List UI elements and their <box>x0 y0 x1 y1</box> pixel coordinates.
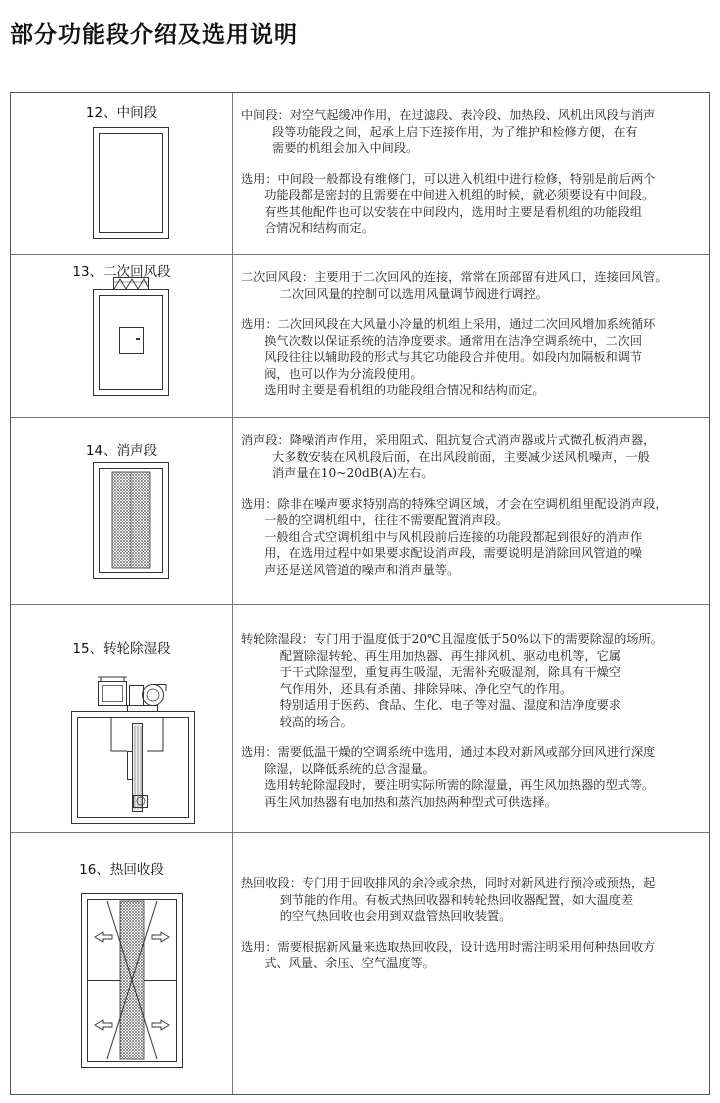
section-title: 14、消声段 <box>85 443 158 459</box>
column-divider <box>232 605 233 832</box>
column-divider <box>232 93 233 254</box>
section-row-silencer <box>11 418 709 605</box>
desiccant-wheel-diagram <box>71 671 196 825</box>
section-description <box>241 269 701 399</box>
secondary-return-air-diagram <box>93 277 169 397</box>
section-row-intermediate <box>11 93 709 255</box>
column-divider <box>232 255 233 417</box>
function-description: 二次回风段：主要用于二次回风的连接，常常在顶部留有进风口，连接回风管。 二次回风量的控制可以选用风量调节阀进行调控。 <box>241 270 668 301</box>
function-description: 消声段：降噪消声作用，采用阻式、阻抗复合式消声器或片式微孔板消声器， 大多数安装在风机段后面，在出风段前面，主要减少送风机噪声，一般 消声量在10~20dB(A)左右。 <box>241 433 656 480</box>
section-row-heat-recovery <box>11 833 709 1094</box>
page-title: 部分功能段介绍及选用说明 <box>10 22 298 48</box>
column-divider <box>232 833 233 1094</box>
silencer-diagram <box>93 462 169 580</box>
section-description <box>241 107 701 237</box>
selection-note: 选用：除非在噪声要求特别高的特殊空调区域，才会在空调机组里配设消声段， 一般的空调机组中，往往不需要配置消声段。 一般组合式空调机组中与风机段前后连接的功能段都起到很好的消声作 用，在选用过程中如果要求配设消声段，需要说明是消除回风管道的噪 声还是送风管道的噪声和消声量等。 <box>241 496 668 577</box>
section-row-desiccant-wheel <box>11 605 709 833</box>
function-description: 热回收段：专门用于回收排风的余冷或余热，同时对新风进行预冷或预热，起 到节能的作用。有板式热回收器和转轮热回收器配置，如大温度差 的空气热回收也会用到双盘管热回收装置。 <box>241 876 656 923</box>
section-description <box>241 875 701 972</box>
section-description <box>241 631 701 810</box>
intermediate-section-diagram <box>93 127 169 239</box>
section-title: 13、二次回风段 <box>72 264 171 280</box>
section-title: 12、中间段 <box>85 105 158 121</box>
selection-note: 选用：需要低温干燥的空调系统中选用，通过本段对新风或部分回风进行深度 除湿，以降低系统的总含湿量。 选用转轮除湿段时，要注明实际所需的除湿量，再生风加热器的型式等。 再生风加热器有电加热和蒸汽加热两种型式可供选择。 <box>241 745 656 809</box>
section-title: 16、热回收段 <box>79 862 164 878</box>
selection-note: 选用：中间段一般都设有维修门，可以进入机组中进行检修，特别是前后两个 功能段都是密封的且需要在中间进入机组的时候，就必须要设有中间段。 有些其他配件也可以安装在中间段内，选用时主要是看机组的功能段组 合情况和结构而定。 <box>241 171 656 235</box>
function-section-table <box>10 92 710 1095</box>
section-description <box>241 432 701 578</box>
column-divider <box>232 418 233 604</box>
section-title: 15、转轮除湿段 <box>72 641 171 657</box>
section-row-secondary-return-air <box>11 255 709 418</box>
selection-note: 选用：二次回风段在大风量小冷量的机组上采用，通过二次回风增加系统循环 换气次数以保证系统的洁净度要求。通常用在洁净空调系统中，二次回 风段往往以辅助段的形式与其它功能段合并使用。如段内加隔板和调节 阀，也可以作为分流段使用。 选用时主要是看机组的功能段组合情况和结构而定。 <box>241 317 656 397</box>
heat-recovery-diagram <box>81 893 183 1069</box>
function-description: 中间段：对空气起缓冲作用，在过滤段、表冷段、加热段、风机出风段与消声 段等功能段之间，起承上启下连接作用，为了维护和检修方便，在有 需要的机组会加入中间段。 <box>241 108 656 155</box>
function-description: 转轮除湿段：专门用于温度低于20℃且湿度低于50%以下的需要除湿的场所。 配置除湿转轮、再生用加热器、再生排风机、驱动电机等，它属 于干式除湿型，重复再生吸湿，无需补充吸湿剂，除具有干燥空 气作用外，还具有杀菌、排除异味、净化空气的作用。 特别适用于医药、食品、生化、电子等对温、湿度和洁净度要求 较高的场合。 <box>241 632 663 729</box>
selection-note: 选用：需要根据新风量来选取热回收段，设计选用时需注明采用何种热回收方 式、风量、余压、空气温度等。 <box>241 939 656 970</box>
